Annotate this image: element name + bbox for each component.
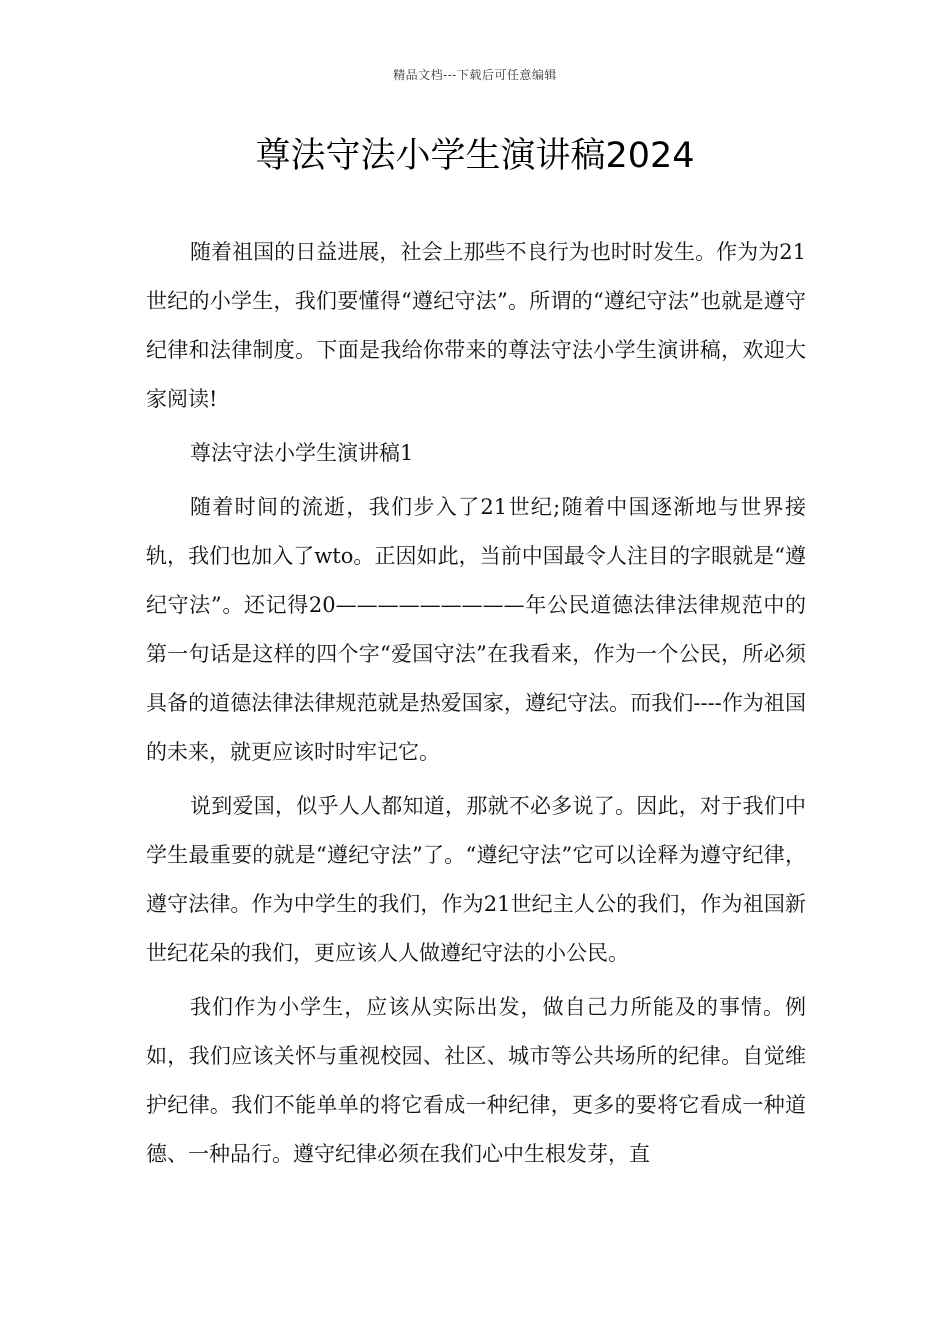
paragraph-intro: 随着祖国的日益进展，社会上那些不良行为也时时发生。作为为21世纪的小学生，我们要懂得“遵纪守法”。所谓的“遵纪守法”也就是遵守纪律和法律制度。下面是我给你带来的尊法守法小学生演讲稿，欢迎大家阅读! — [146, 240, 806, 411]
paragraph-3: 我们作为小学生，应该从实际出发，做自己力所能及的事情。例如，我们应该关怀与重视校园、社区、城市等公共场所的纪律。自觉维护纪律。我们不能单单的将它看成一种纪律，更多的要将它看成一种道德、一种品行。遵守纪律必须在我们心中生根发芽，直 — [146, 995, 806, 1166]
document-body — [146, 228, 806, 1179]
document-title: 尊法守法小学生演讲稿2024 — [255, 136, 695, 176]
paragraph-1: 随着时间的流逝，我们步入了21世纪;随着中国逐渐地与世界接轨，我们也加入了wto。正因如此，当前中国最令人注目的字眼就是“遵纪守法”。还记得20—————————年公民道德法律法律规范中的第一句话是这样的四个字“爱国守法”在我看来，作为一个公民，所必须具备的道德法律法律规范就是热爱国家，遵纪守法。而我们----作为祖国的未来，就更应该时时牢记它。 — [146, 495, 806, 764]
paragraph-2: 说到爱国，似乎人人都知道，那就不必多说了。因此，对于我们中学生最重要的就是“遵纪守法”了。“遵纪守法”它可以诠释为遵守纪律，遵守法律。作为中学生的我们，作为21世纪主人公的我们，作为祖国新世纪花朵的我们，更应该人人做遵纪守法的小公民。 — [146, 794, 806, 965]
header-note: 精品文档---下载后可任意编辑 — [393, 68, 557, 82]
section-heading: 尊法守法小学生演讲稿1 — [190, 441, 414, 465]
